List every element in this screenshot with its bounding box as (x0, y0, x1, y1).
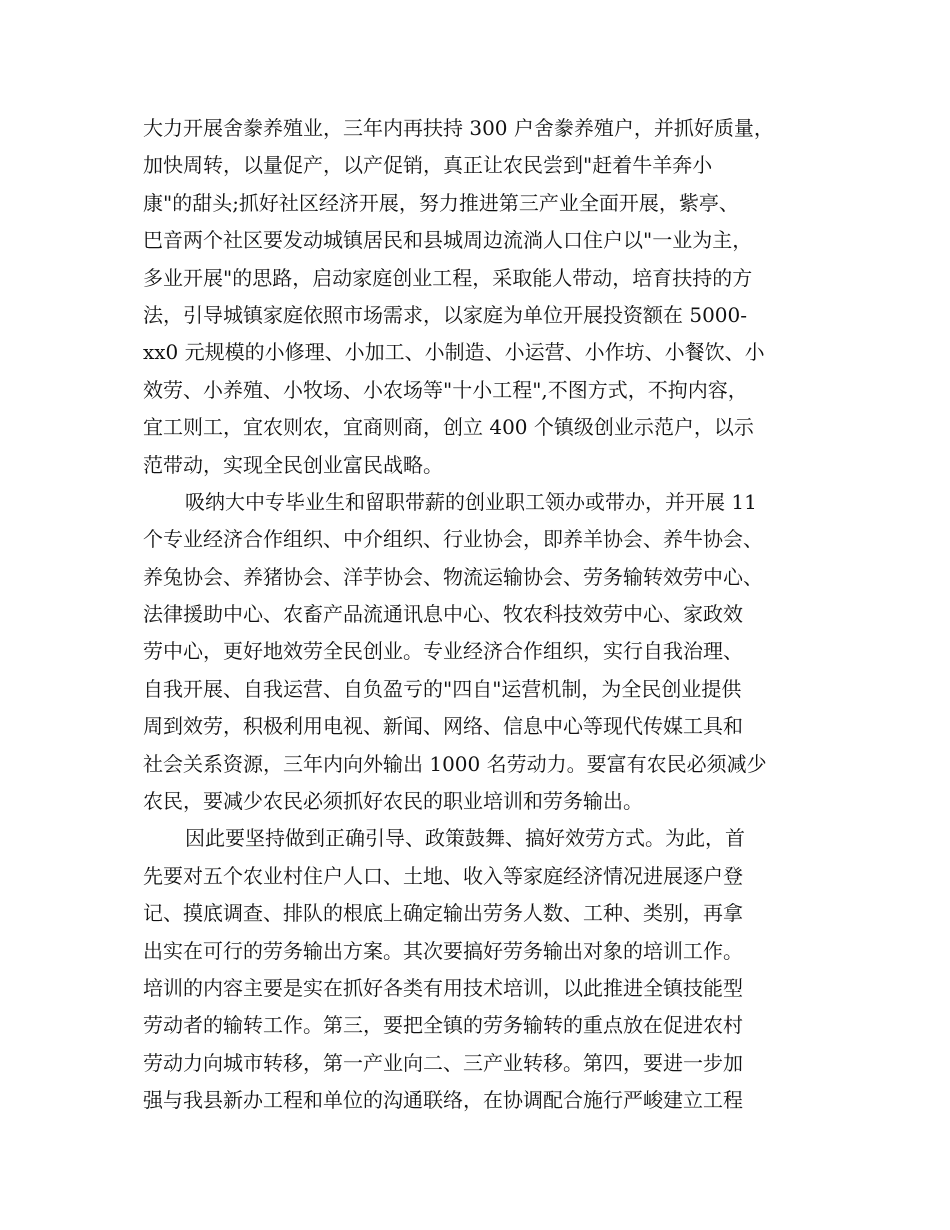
text-line: 劳动者的输转工作。第三，要把全镇的劳务输转的重点放在促进农村 (143, 1013, 743, 1038)
text-line: 社会关系资源，三年内向外输出 1000 名劳动力。要富有农民必须减少 (143, 751, 767, 776)
text-line: 效劳、小养殖、小牧场、小农场等"十小工程",不图方式，不拘内容， (143, 377, 748, 402)
text-line: 农民，要减少农民必须抓好农民的职业培训和劳务输出。 (143, 789, 643, 814)
paragraph-first-line: 因此要坚持做到正确引导、政策鼓舞、搞好效劳方式。为此，首 (185, 826, 745, 851)
text-line: 劳动力向城市转移，第一产业向二、三产业转移。第四，要进一步加 (143, 1050, 743, 1075)
text-line: 强与我县新办工程和单位的沟通联络，在协调配合施行严峻建立工程 (143, 1088, 743, 1113)
text-line: 自我开展、自我运营、自负盈亏的"四自"运营机制，为全民创业提供 (143, 676, 742, 701)
text-line: xx0 元规模的小修理、小加工、小制造、小运营、小作坊、小餐饮、小 (143, 340, 765, 365)
text-line: 康"的甜头;抓好社区经济开展，努力推进第三产业全面开展，紫亭、 (143, 190, 739, 215)
text-line: 范带动，实现全民创业富民战略。 (143, 452, 443, 477)
text-line: 记、摸底调查、排队的根底上确定输出劳务人数、工种、类别，再拿 (143, 901, 743, 926)
text-line: 加快周转，以量促产，以产促销，真正让农民尝到"赶着牛羊奔小 (143, 153, 713, 178)
text-line: 宜工则工，宜农则农，宜商则商，创立 400 个镇级创业示范户，以示 (143, 415, 754, 440)
text-line: 出实在可行的劳务输出方案。其次要搞好劳务输出对象的培训工作。 (143, 938, 743, 963)
text-line: 巴音两个社区要发动城镇居民和县城周边流淌人口住户以"一业为主， (143, 228, 753, 253)
text-line: 个专业经济合作组织、中介组织、行业协会，即养羊协会、养牛协会、 (143, 527, 763, 552)
text-line: 劳中心，更好地效劳全民创业。专业经济合作组织，实行自我治理、 (143, 639, 743, 664)
text-line: 大力开展舍豢养殖业，三年内再扶持 300 户舍豢养殖户，并抓好质量， (143, 116, 774, 140)
paragraph-first-line: 吸纳大中专毕业生和留职带薪的创业职工领办或带办，并开展 11 (185, 489, 757, 514)
text-line: 多业开展"的思路，启动家庭创业工程，采取能人带动，培育扶持的方 (143, 265, 753, 290)
document-body (143, 110, 823, 1120)
text-line: 先要对五个农业村住户人口、土地、收入等家庭经济情况进展逐户登 (143, 863, 743, 888)
text-line: 法，引导城镇家庭依照市场需求，以家庭为单位开展投资额在 5000- (143, 302, 748, 327)
text-line: 周到效劳，积极利用电视、新闻、网络、信息中心等现代传媒工具和 (143, 714, 743, 739)
text-line: 培训的内容主要是实在抓好各类有用技术培训，以此推进全镇技能型 (143, 975, 743, 1000)
text-line: 养兔协会、养猪协会、洋芋协会、物流运输协会、劳务输转效劳中心、 (143, 564, 763, 589)
text-line: 法律援助中心、农畜产品流通讯息中心、牧农科技效劳中心、家政效 (143, 602, 743, 627)
